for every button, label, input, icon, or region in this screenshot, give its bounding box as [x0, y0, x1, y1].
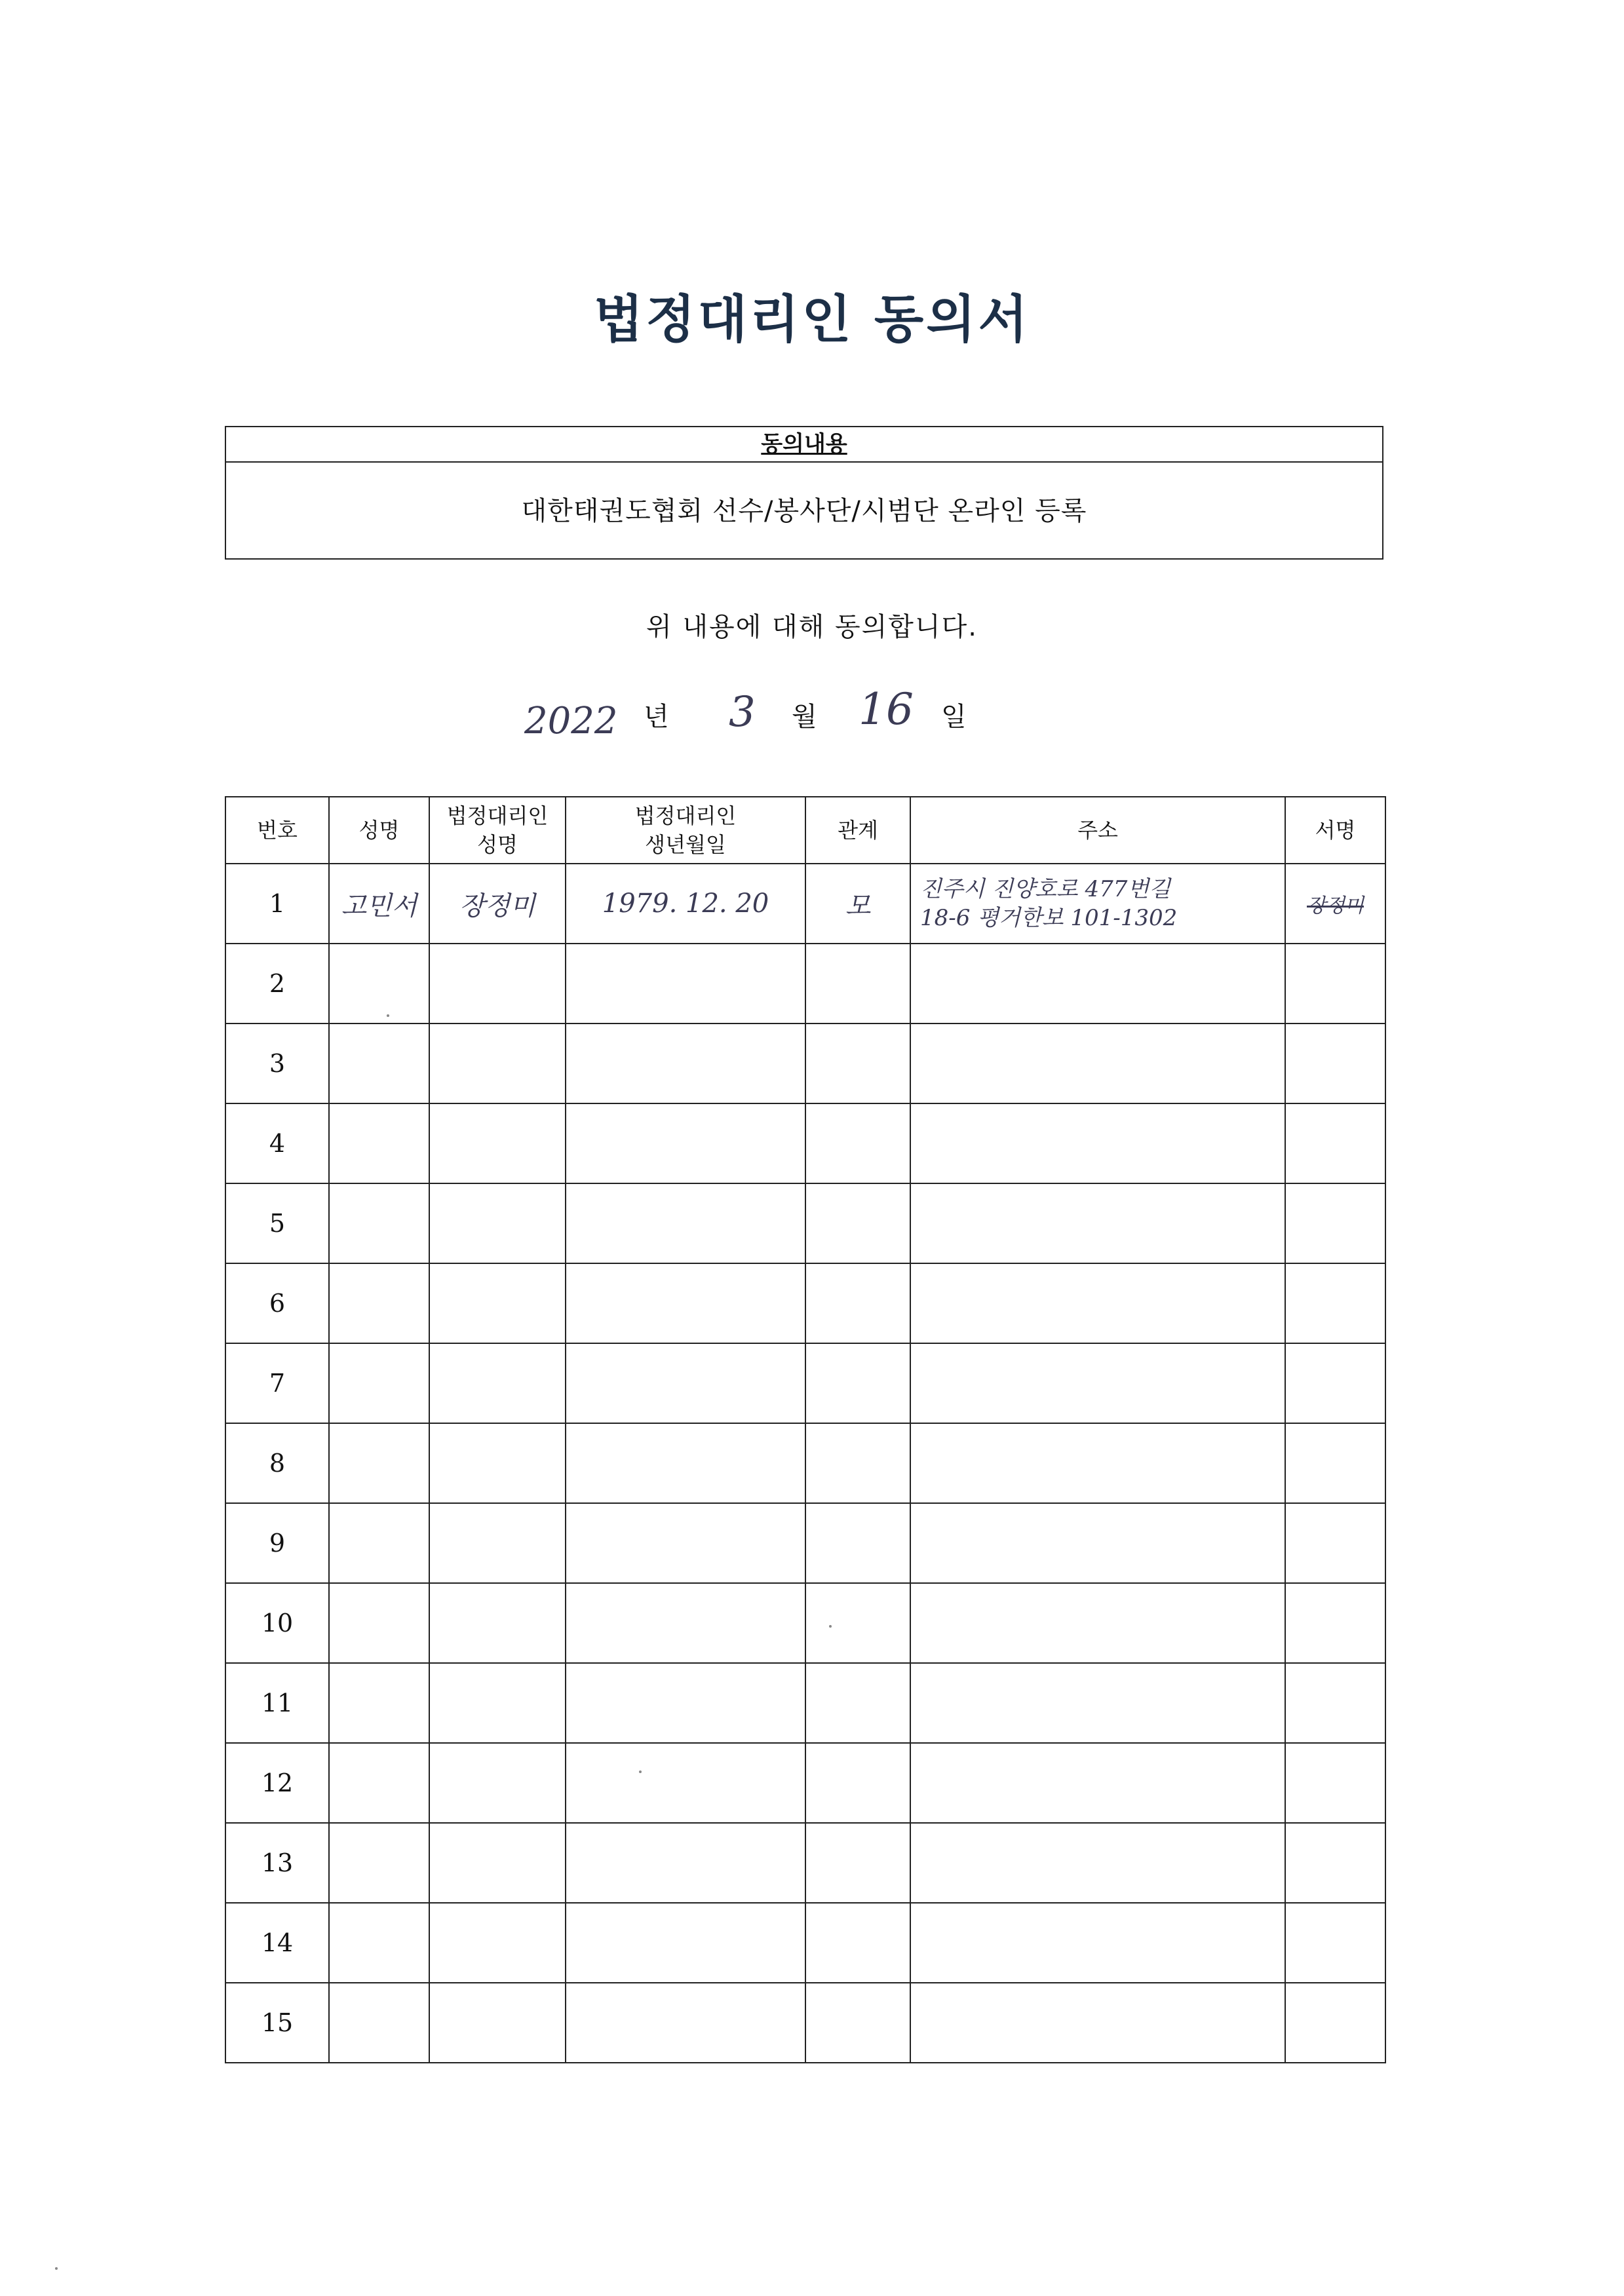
scan-speck: [829, 1625, 832, 1628]
row-relation: [805, 1503, 910, 1583]
row-number: 7: [225, 1343, 329, 1423]
row-guardian-name: [429, 1503, 566, 1583]
row-address: [910, 1423, 1285, 1503]
row-signature: [1285, 1743, 1385, 1823]
row-signature: [1285, 944, 1385, 1024]
row-name: [329, 1183, 429, 1263]
consent-header-label: 동의내용: [761, 431, 847, 457]
row-guardian-dob: [566, 944, 805, 1024]
row-number: 5: [225, 1183, 329, 1263]
row-address: [910, 1343, 1285, 1423]
row-number: 2: [225, 944, 329, 1024]
row-guardian-name: [429, 1983, 566, 2063]
row-number: 10: [225, 1583, 329, 1663]
row-name: [329, 1583, 429, 1663]
header-no: 번호: [225, 797, 329, 864]
row-relation: [805, 1024, 910, 1103]
row-guardian-name: [429, 1583, 566, 1663]
row-address: [910, 944, 1285, 1024]
row-relation: [805, 1663, 910, 1743]
row-guardian-dob: [566, 1583, 805, 1663]
row-signature: [1285, 1183, 1385, 1263]
row-address: [910, 1583, 1285, 1663]
row-signature: 장정미: [1285, 864, 1385, 944]
row-signature: [1285, 1583, 1385, 1663]
row-name: [329, 944, 429, 1024]
row-name: [329, 1903, 429, 1983]
row-signature: [1285, 1663, 1385, 1743]
table-row: [225, 1983, 1385, 2063]
row-relation: [805, 1343, 910, 1423]
row-address: [910, 1823, 1285, 1903]
row-guardian-name: [429, 1423, 566, 1503]
date-month-label: 월: [792, 702, 817, 732]
row-guardian-dob: [566, 1024, 805, 1103]
row-signature: [1285, 1983, 1385, 2063]
table-row: [225, 1183, 1385, 1263]
table-row: [225, 1583, 1385, 1663]
row-address: [910, 1903, 1285, 1983]
table-row: [225, 1503, 1385, 1583]
header-guardian-name: [429, 797, 566, 864]
row-guardian-dob: [566, 1983, 805, 2063]
row-relation: [805, 1583, 910, 1663]
row-name: [329, 1823, 429, 1903]
row-guardian-dob: [566, 1423, 805, 1503]
row-number: 3: [225, 1024, 329, 1103]
header-relation: 관계: [805, 797, 910, 864]
header-guardian-dob-line1: 법정대리인: [634, 803, 737, 828]
consent-header: [226, 427, 1382, 463]
row-address: [910, 1183, 1285, 1263]
row-name: 고민서: [329, 864, 429, 944]
row-guardian-name: 장정미: [429, 864, 566, 944]
row-relation: [805, 1983, 910, 2063]
row-address: [910, 1024, 1285, 1103]
row-guardian-name: [429, 1743, 566, 1823]
document-title: 법정대리인 동의서: [594, 290, 1030, 349]
row-name: [329, 1024, 429, 1103]
row-name: [329, 1983, 429, 2063]
row-relation: [805, 1263, 910, 1343]
header-signature: 서명: [1285, 797, 1385, 864]
row-name: [329, 1503, 429, 1583]
row-number: 1: [225, 864, 329, 944]
row-relation: [805, 1103, 910, 1183]
row-guardian-name: [429, 944, 566, 1024]
row-signature: [1285, 1103, 1385, 1183]
row-relation: [805, 1823, 910, 1903]
row-number: 12: [225, 1743, 329, 1823]
row-number: 9: [225, 1503, 329, 1583]
date-year-label: 년: [644, 702, 669, 732]
row-address: [910, 1503, 1285, 1583]
header-address: 주소: [910, 797, 1285, 864]
row-address: [910, 1743, 1285, 1823]
table-row: [225, 1743, 1385, 1823]
row-name: [329, 1423, 429, 1503]
table-row: [225, 1103, 1385, 1183]
scan-speck: [639, 1770, 642, 1773]
row-address: [910, 1663, 1285, 1743]
row-relation: 모: [805, 864, 910, 944]
row-guardian-dob: [566, 1503, 805, 1583]
row-address-line1: 진주시 진양호로 477번길: [920, 876, 1171, 902]
row-guardian-dob: [566, 1103, 805, 1183]
row-relation: [805, 1743, 910, 1823]
header-name: 성명: [329, 797, 429, 864]
row-guardian-dob: [566, 1903, 805, 1983]
row-name: [329, 1263, 429, 1343]
table-row: [225, 944, 1385, 1024]
row-guardian-name: [429, 1024, 566, 1103]
table-row: [225, 1263, 1385, 1343]
row-guardian-name: [429, 1103, 566, 1183]
table-row: [225, 864, 1385, 944]
table-row: [225, 1024, 1385, 1103]
row-number: 6: [225, 1263, 329, 1343]
row-relation: [805, 944, 910, 1024]
consent-content-box: [225, 426, 1383, 560]
row-guardian-dob: [566, 1343, 805, 1423]
guardian-table: [225, 796, 1386, 2063]
row-number: 13: [225, 1823, 329, 1903]
row-guardian-dob: [566, 1663, 805, 1743]
table-row: [225, 1663, 1385, 1743]
table-row: [225, 1423, 1385, 1503]
date-month-handwritten: 3: [729, 688, 756, 737]
header-guardian-name-line1: 법정대리인: [446, 803, 549, 828]
row-signature: [1285, 1503, 1385, 1583]
row-guardian-name: [429, 1663, 566, 1743]
table-row: [225, 1823, 1385, 1903]
row-relation: [805, 1183, 910, 1263]
consent-body: 대한태권도협회 선수/봉사단/시범단 온라인 등록: [521, 496, 1087, 526]
row-signature: [1285, 1903, 1385, 1983]
header-guardian-name-line2: 성명: [477, 832, 518, 857]
row-name: [329, 1743, 429, 1823]
scan-speck: [387, 1014, 389, 1017]
row-address: [910, 1263, 1285, 1343]
agreement-statement: 위 내용에 대해 동의합니다.: [646, 612, 978, 642]
row-guardian-dob: [566, 1743, 805, 1823]
row-number: 11: [225, 1663, 329, 1743]
row-guardian-dob: [566, 1823, 805, 1903]
row-guardian-dob: 1979. 12. 20: [566, 864, 805, 944]
row-guardian-name: [429, 1823, 566, 1903]
row-number: 8: [225, 1423, 329, 1503]
row-guardian-name: [429, 1183, 566, 1263]
row-number: 15: [225, 1983, 329, 2063]
row-address: [910, 1103, 1285, 1183]
date-line: [0, 684, 1624, 747]
header-guardian-dob: [566, 797, 805, 864]
row-address: [910, 1983, 1285, 2063]
row-number: 4: [225, 1103, 329, 1183]
row-relation: [805, 1423, 910, 1503]
row-name: [329, 1663, 429, 1743]
row-relation: [805, 1903, 910, 1983]
row-signature: [1285, 1343, 1385, 1423]
row-signature: [1285, 1823, 1385, 1903]
row-signature: [1285, 1423, 1385, 1503]
scan-speck: [55, 2267, 58, 2270]
date-year-handwritten: 2022: [524, 700, 618, 742]
date-day-handwritten: 16: [859, 684, 914, 735]
row-number: 14: [225, 1903, 329, 1983]
row-name: [329, 1103, 429, 1183]
row-guardian-dob: [566, 1263, 805, 1343]
table-row: [225, 1343, 1385, 1423]
row-guardian-name: [429, 1903, 566, 1983]
header-guardian-dob-line2: 생년월일: [645, 832, 726, 857]
row-name: [329, 1343, 429, 1423]
row-signature: [1285, 1263, 1385, 1343]
row-guardian-name: [429, 1343, 566, 1423]
row-guardian-dob: [566, 1183, 805, 1263]
row-signature: [1285, 1024, 1385, 1103]
table-row: [225, 1903, 1385, 1983]
table-header-row: [225, 797, 1385, 864]
date-day-label: 일: [941, 702, 967, 732]
row-address: [910, 864, 1285, 944]
row-address-line2: 18-6 평거한보 101-1302: [920, 905, 1178, 931]
row-guardian-name: [429, 1263, 566, 1343]
